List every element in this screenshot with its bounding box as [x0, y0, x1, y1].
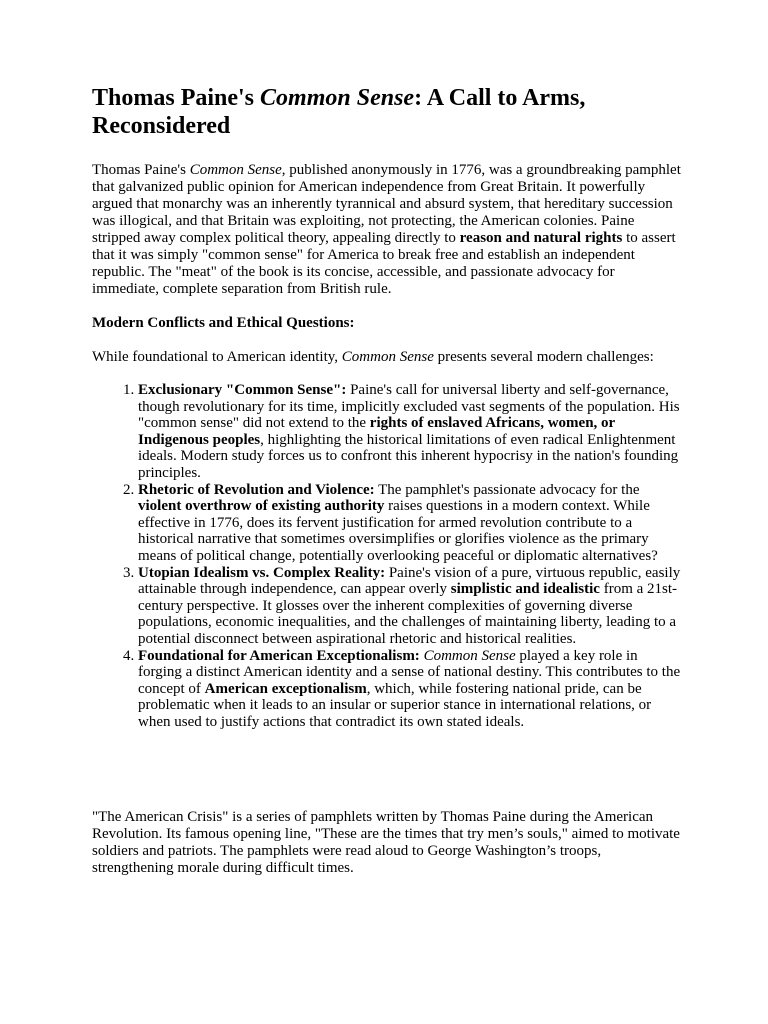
- item-heading: Rhetoric of Revolution and Violence:: [138, 481, 375, 498]
- item-heading: Foundational for American Exceptionalism:: [138, 647, 420, 664]
- item-emphasis: American exceptionalism: [204, 680, 367, 697]
- intro-text: to assert that it was simply "common sense" for America to break free and establish an independent republic. The "meat" of the book is its concise, accessible, and passionate advocacy for immediate, complete separation from British rule.: [92, 230, 676, 297]
- title-subtitle: : A Call to Arms, Reconsidered: [92, 85, 586, 139]
- item-text: Paine's call for universal liberty and self-governance, though revolutionary for its time, implicitly excluded vast segments of the population. His "common sense" did not extend to the: [138, 382, 680, 432]
- item-text: raises questions in a modern context. While effective in 1776, does its fervent justification for armed revolution contribute to a historical narrative that sometimes oversimplifies or glorifies violence as the primary means of political change, potentially overlooking peaceful or diplomatic alternatives?: [138, 498, 658, 564]
- item-emphasis: violent overthrow of existing authority: [138, 498, 385, 515]
- intro-text: Thomas Paine's: [92, 162, 190, 178]
- item-book-name: Common Sense: [423, 647, 516, 664]
- title-book-name: Common Sense: [260, 85, 415, 111]
- item-heading: Utopian Idealism vs. Complex Reality:: [138, 564, 386, 581]
- item-text: Paine's vision of a pure, virtuous republic, easily attainable through independence, can appear overly: [138, 564, 681, 598]
- list-item: [138, 382, 682, 482]
- list-item: [138, 482, 682, 565]
- list-item: [138, 648, 682, 731]
- crisis-paragraph: "The American Crisis" is a series of pamphlets written by Thomas Paine during the American Revolution. Its famous opening line, "These are the times that try men’s souls," aimed to motivate soldiers and patriots. The pamphlets were read aloud to George Washington’s troops, strengthening morale during difficult times.: [92, 809, 680, 876]
- item-heading: Exclusionary "Common Sense":: [138, 382, 347, 398]
- intro-paragraph: [92, 162, 682, 298]
- item-text: , which, while fostering national pride, can be problematic when it leads to an insular or superior stance in international relations, or when used to justify actions that contradict its own stated ideals.: [138, 680, 652, 730]
- intro-text: , published anonymously in 1776, was a groundbreaking pamphlet that galvanized public opinion for American independence from Great Britain. It powerfully argued that monarchy was an inherently tyrannical and absurd system, that hereditary succession was illogical, and that Britain was exploiting, not protecting, the American colonies. Paine stripped away complex political theory, appealing directly to: [92, 162, 681, 246]
- item-text: from a 21st-century perspective. It glosses over the inherent complexities of governing diverse populations, economic inequalities, and the challenges of maintaining liberty, leading to a potential disconnect between aspirational rhetoric and historical realities.: [138, 581, 678, 647]
- lead-text: While foundational to American identity,: [92, 349, 342, 365]
- item-text: The pamphlet's passionate advocacy for the: [374, 481, 640, 498]
- lead-paragraph: [92, 349, 682, 366]
- document-body: [92, 84, 682, 730]
- list-item: [138, 565, 682, 648]
- item-emphasis: rights of enslaved Africans, women, or Indigenous peoples: [138, 415, 615, 448]
- item-emphasis: simplistic and idealistic: [450, 581, 600, 598]
- item-text: , highlighting the historical limitations of even radical Enlightenment ideals. Modern study forces us to confront this inherent hypocrisy in the nation's founding principles.: [138, 431, 679, 481]
- intro-book-name: Common Sense: [189, 162, 282, 178]
- section-heading: Modern Conflicts and Ethical Questions:: [92, 315, 355, 331]
- lead-book-name: Common Sense: [341, 349, 434, 365]
- intro-emphasis: reason and natural rights: [459, 230, 623, 246]
- item-text: played a key role in forging a distinct American identity and a sense of national destiny. This contributes to the concept of: [138, 647, 681, 697]
- title-text: Thomas Paine's: [92, 85, 261, 111]
- lead-text: presents several modern challenges:: [433, 349, 654, 365]
- page-title: [92, 84, 682, 140]
- challenges-list: [92, 382, 682, 730]
